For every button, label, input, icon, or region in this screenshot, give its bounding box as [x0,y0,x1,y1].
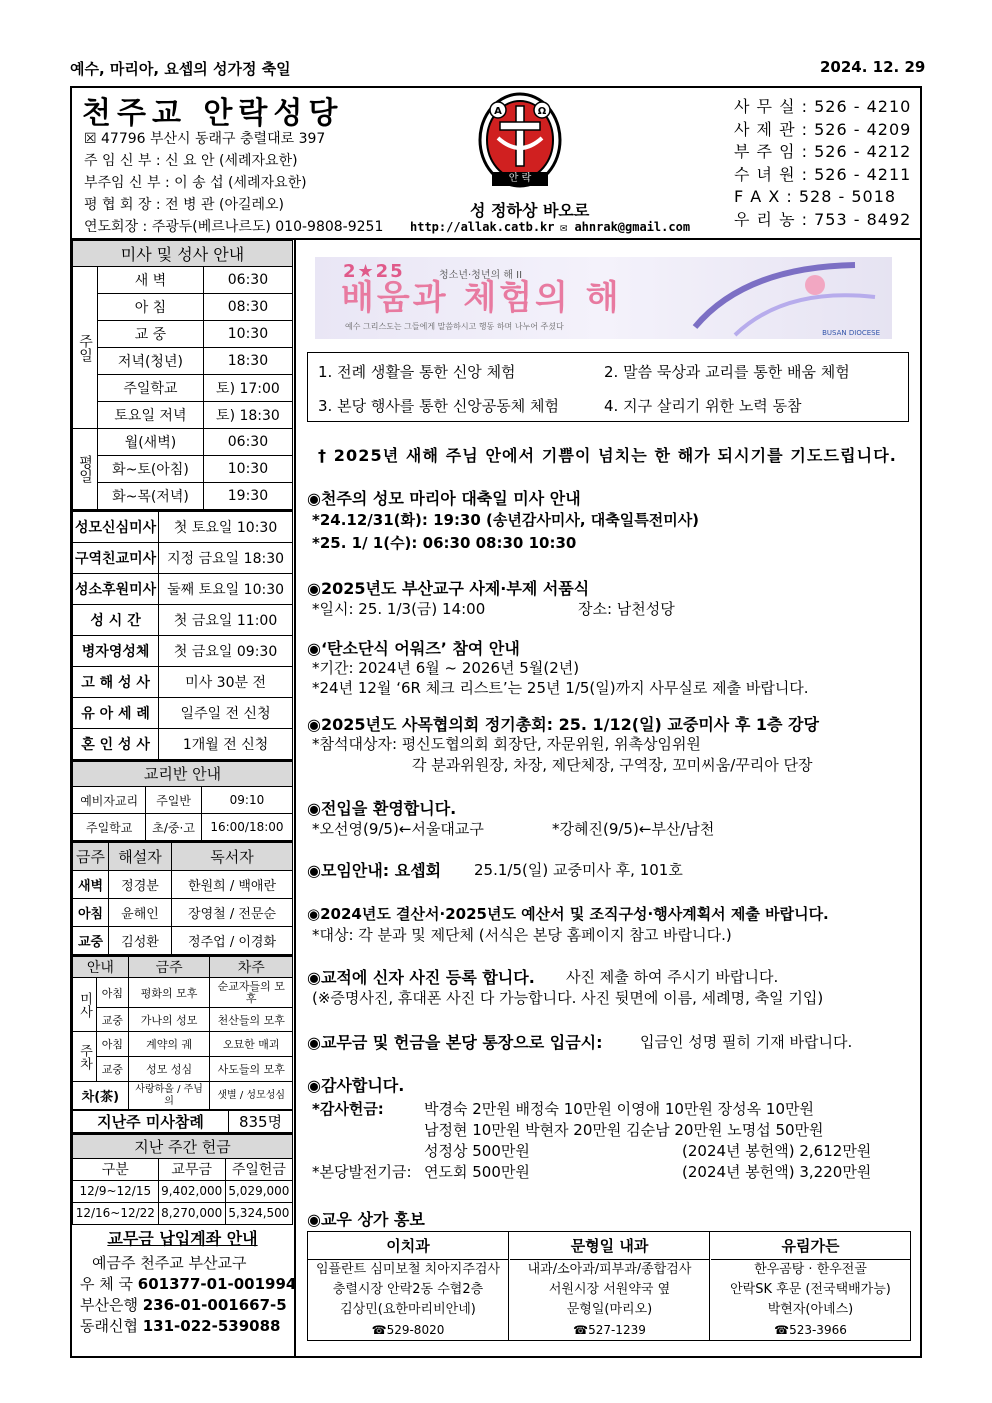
church-name: 천주교 안락성당 [82,96,344,131]
mass-name: 새 벽 [98,267,204,294]
rosary-cell: 계약의 궤 [128,1032,210,1057]
notice-line: 25.1/5(일) 교중미사 후, 101호 [474,861,683,879]
pastoral-goals [307,352,909,422]
fund-row: 연도회 500만원 [424,1163,530,1181]
year-banner [315,257,892,339]
notice-title: ◉2025년도 사목협의회 정기총회: 25. 1/12(일) 교중미사 후 1층 강당 [307,715,819,734]
catechism-title: 교리반 안내 [73,761,293,787]
church-info [84,128,383,238]
banner-subtitle: 청소년·청년의 해 II [439,270,523,281]
banner-year: 2★25 [343,261,405,282]
notice-line: *강혜진(9/5)←부산/남천 [552,820,715,838]
tea-this-week: 사랑하올 / 주님의 [128,1082,210,1110]
shop-desc: 내과/소아과/피부과/종합검사 [527,1262,692,1277]
offering-cell: 12/16~12/22 [73,1202,159,1224]
readers-cell: 김성환 [109,926,172,954]
special-time: 지정 금요일 18:30 [159,542,293,573]
mass-name: 주일학교 [98,375,204,402]
shop-desc: 임플란트 심미보철 치아지주검사 [315,1262,501,1277]
tea-label: 차(茶) [73,1082,129,1110]
notice-title: ◉2024년도 결산서·2025년도 예산서 및 조직구성·행사계획서 제출 바랍니다. [307,905,829,923]
notice-title: ◉2025년도 부산교구 사제·부제 서품식 [307,579,590,598]
phone-office: 사 무 실 : 526 - 4210 [734,97,912,116]
special-time: 첫 금요일 11:00 [159,604,293,635]
special-name: 성 시 간 [73,604,159,635]
mass-time: 08:30 [203,294,292,321]
banner-tag: BUSAN DIOCESE [822,329,880,337]
account-number: 601377-01-001994 [137,1275,297,1293]
thanks-total: (2024년 봉헌액) 2,612만원 [682,1142,872,1160]
notice-line: *오선영(9/5)←서울대교구 [312,820,484,838]
rosary-cell: 오묘한 매괴 [210,1032,293,1057]
offering-header: 교무금 [158,1158,225,1180]
catechism-cell: 초/중·고 [146,814,202,841]
rosary-cell: 천산들의 모후 [210,1008,293,1032]
bank-account [72,1274,297,1295]
bank-name: 동래신협 [80,1317,138,1335]
account-number: 236-01-001667-5 [142,1296,287,1314]
bank-account [72,1316,293,1337]
special-time: 둘째 토요일 10:30 [159,573,293,604]
email-link[interactable]: ✉ ahnrak@gmail.com [560,220,691,234]
tea-next-week: 샛별 / 성모성심 [210,1082,293,1110]
special-time: 미사 30분 전 [159,666,293,697]
readers-cell: 정경분 [109,870,172,898]
catechism-cell: 16:00/18:00 [201,814,292,841]
bank-holder: 예금주 천주교 부산교구 [92,1254,247,1272]
banner-caption: 예수 그리스도는 그들에게 말씀하시고 행동 하며 나누어 주셨다 [345,322,564,331]
shop-card [510,1232,710,1340]
rosary-cell: 성모 성심 [128,1057,210,1082]
fund-total: (2024년 봉헌액) 3,220만원 [682,1163,872,1181]
rosary-header: 금주 [128,956,210,978]
shop-phone: ☎523-3966 [774,1323,847,1337]
mass-name: 화~목(저녁) [98,483,204,510]
notice-title: ◉모임안내: 요셉회 [307,861,442,880]
parish-rep: 연도회장 : 주광두(베르나르도) 010-9808-9251 [84,219,384,235]
mass-time: 10:30 [203,321,292,348]
notice-line: *25. 1/ 1(수): 06:30 08:30 10:30 [312,534,577,552]
special-name: 혼 인 성 사 [73,728,159,759]
bank-info [72,1226,297,1337]
rosary-cell: 아침 [97,1032,129,1057]
bank-name: 우 체 국 [80,1275,134,1293]
shop-owner: 문형일(마리오) [566,1302,653,1317]
special-time: 첫 토요일 10:30 [159,511,293,542]
notice-title: ◉교무금 및 헌금을 본당 통장으로 입금시: [307,1033,603,1052]
shop-ads [307,1231,911,1341]
rosary-cell: 교중 [97,1057,129,1082]
catechism-cell: 09:10 [201,787,292,814]
rosary-table [72,955,293,1111]
mass-time: 10:30 [203,456,292,483]
offering-cell: 12/9~12/15 [73,1180,159,1202]
svg-text:Ω: Ω [537,106,547,117]
mass-time: 토) 18:30 [203,402,292,429]
goal-item: 2. 말씀 묵상과 교리를 통한 배움 체험 [604,363,850,381]
notice-line: *24.12/31(화): 19:30 (송년감사미사, 대축일특전미사) [312,511,700,529]
shop-desc: 한우곰탕 · 한우전골 [754,1262,867,1277]
readers-header: 독서자 [172,842,293,870]
assistant-pastor: 부주임 신 부 : 이 송 섭 (세례자요한) [84,175,307,191]
banner-main: 배움과 체험의 해 [341,278,622,318]
rosary-mi-label: 미사 [73,978,97,1032]
readers-cell: 아침 [73,898,109,926]
attendance-value: 835명 [229,1111,293,1133]
special-mass-table [72,510,293,760]
phone-convent: 수 녀 원 : 526 - 4211 [734,164,912,184]
mass-time: 19:30 [203,483,292,510]
address: ☒ 47796 부산시 동래구 충렬대로 397 [84,131,326,147]
bank-name: 부산은행 [80,1296,138,1314]
pastor: 주 임 신 부 : 신 요 안 (세례자요한) [84,153,298,169]
new-year-prayer: † 2025년 새해 주님 안에서 기쁨이 넘치는 한 해가 되시기를 기도드립니다. [318,446,897,465]
parish-logo [478,92,562,198]
mass-name: 저녁(청년) [98,348,204,375]
mass-title: 미사 및 성사 안내 [73,241,293,267]
notice-line: 장소: 남천성당 [578,600,675,618]
rosary-cell: 아침 [97,978,129,1008]
special-name: 성소후원미사 [73,573,159,604]
catechism-cell: 주일반 [146,787,202,814]
shop-card [711,1232,910,1340]
shop-location: 안락SK 후문 (전국택배가능) [730,1282,891,1297]
readers-cell: 한원희 / 백애란 [172,870,293,898]
mass-time: 06:30 [203,267,292,294]
notice-line: *일시: 25. 1/3(금) 14:00 [312,600,486,618]
account-number: 131-022-539088 [142,1317,281,1335]
notice-line: *참석대상자: 평신도협의회 회장단, 자문위원, 위촉상임위원 [312,735,701,753]
rosary-header: 안내 [73,956,129,978]
rosary-cell: 가나의 성모 [128,1008,210,1032]
rosary-header: 차주 [210,956,293,978]
mass-schedule-table [72,240,293,510]
website-link[interactable]: http://allak.catb.kr [410,220,555,234]
special-time: 1개월 전 신청 [159,728,293,759]
catechism-cell: 주일학교 [73,814,146,841]
notice-line: *기간: 2024년 6월 ~ 2026년 5월(2년) [312,659,580,677]
shop-phone: ☎529-8020 [371,1323,445,1337]
thanks-row: 박경숙 2만원 배정숙 10만원 이영애 10만원 장성옥 10만원 [424,1100,814,1118]
notice-line: *대상: 각 분과 및 제단체 (서식은 본당 홈페이지 참고 바랍니다.) [312,926,732,944]
mass-time: 06:30 [203,429,292,456]
notice-title: ◉교우 상가 홍보 [307,1210,425,1229]
offering-table [72,1133,293,1225]
mass-name: 교 중 [98,321,204,348]
offering-header: 주일헌금 [225,1158,292,1180]
special-time: 일주일 전 신청 [159,697,293,728]
rosary-cell: 교중 [97,1008,129,1032]
goal-item: 4. 지구 살리기 위한 노력 동참 [604,397,802,415]
readers-cell: 정주업 / 이경화 [172,926,293,954]
readers-table [72,841,293,955]
readers-cell: 장영철 / 전문순 [172,898,293,926]
bank-title: 교무금 납입계좌 안내 [107,1229,258,1248]
notice-line: 사진 제출 하여 주시기 바랍니다. [566,968,779,986]
phone-list [734,96,911,232]
feast-title: 예수, 마리아, 요셉의 성가정 축일 [70,60,291,78]
bulletin-date: 2024. 12. 29 [820,58,926,76]
mass-name: 월(새벽) [98,429,204,456]
offering-cell: 8,270,000 [158,1202,225,1224]
notice-title: ◉감사합니다. [307,1076,405,1095]
readers-cell: 윤해인 [109,898,172,926]
readers-cell: 교중 [73,926,109,954]
left-column [72,240,293,1225]
offering-header: 구분 [73,1158,159,1180]
offering-title: 지난 주간 헌금 [73,1134,293,1158]
shop-owner: 박현자(아녜스) [767,1302,854,1317]
shop-location: 서원시장 서원약국 옆 [548,1282,671,1297]
fund-label: *본당발전기금: [312,1163,412,1181]
rosary-cell: 평화의 모후 [128,978,210,1008]
special-name: 고 해 성 사 [73,666,159,697]
phone-fax: F A X : 528 - 5018 [734,187,897,207]
readers-header: 금주 [73,842,109,870]
catechism-table [72,760,293,842]
rosary-cell: 사도들의 모후 [210,1057,293,1082]
goal-item: 3. 본당 행사를 통한 신앙공동체 체험 [318,397,560,415]
bank-account [72,1295,293,1316]
rosary-cell: 순교자들의 모후 [210,978,293,1008]
special-name: 병자영성체 [73,635,159,666]
notice-line: (※증명사진, 휴대폰 사진 다 가능합니다. 사진 뒷면에 이름, 세례명, 축일 기입) [312,989,824,1007]
column-divider [294,240,296,1358]
notice-title: ◉‘탄소단식 어워즈’ 참여 안내 [307,639,520,658]
goal-item: 1. 전례 생활을 통한 신앙 체험 [318,363,516,381]
notice-line: 입금인 성명 필히 기재 바랍니다. [640,1033,853,1051]
council-president: 평 협 회 장 : 전 병 관 (아길레오) [84,197,285,213]
attendance-table [72,1110,293,1133]
mass-time: 18:30 [203,348,292,375]
notice-line: 각 분과위원장, 차장, 제단체장, 구역장, 꼬미씨움/꾸리아 단장 [412,756,813,774]
phone-urinong: 우 리 농 : 753 - 8492 [734,209,912,229]
thanks-label: *감사헌금: [312,1100,384,1118]
special-time: 첫 금요일 09:30 [159,635,293,666]
phone-assistant: 부 주 임 : 526 - 4212 [734,142,912,162]
special-name: 유 아 세 례 [73,697,159,728]
offering-cell: 9,402,000 [158,1180,225,1202]
shop-location: 충렬시장 안락2동 수협2층 [332,1282,484,1297]
notice-title: ◉교적에 신자 사진 등록 합니다. [307,968,535,987]
notice-title: ◉천주의 성모 마리아 대축일 미사 안내 [307,489,581,508]
offering-cell: 5,029,000 [225,1180,292,1202]
shop-card [308,1232,509,1340]
weekday-label: 평일 [73,429,98,510]
shop-name: 유림가든 [711,1232,910,1260]
special-name: 구역친교미사 [73,542,159,573]
shop-name: 이치과 [308,1232,508,1260]
mass-name: 아 침 [98,294,204,321]
shop-name: 문형일 내과 [510,1232,709,1260]
notice-line: *24년 12월 ‘6R 체크 리스트’는 25년 1/5(일)까지 사무실로 제출 바랍니다. [312,679,809,697]
special-name: 성모신심미사 [73,511,159,542]
readers-header: 해설자 [109,842,172,870]
catechism-cell: 예비자교리 [73,787,146,814]
shop-owner: 김상민(요한마리비안네) [340,1302,476,1317]
thanks-row: 남정현 10만원 박현자 20만원 김순남 20만원 노명섭 50만원 [424,1121,824,1139]
mass-name: 토요일 저녁 [98,402,204,429]
offering-cell: 5,324,500 [225,1202,292,1224]
thanks-row: 성정상 500만원 [424,1142,530,1160]
logo-text: 안 락 [508,173,532,184]
sunday-label: 주일 [73,267,98,429]
notice-title: ◉전입을 환영합니다. [307,799,457,818]
readers-cell: 새벽 [73,870,109,898]
phone-rectory: 사 제 관 : 526 - 4209 [734,119,912,139]
attendance-label: 지난주 미사참례 [73,1111,229,1133]
rosary-ju-label: 주차 [73,1032,97,1082]
patron-saint: 성 정하상 바오로 [470,201,590,220]
svg-text:A: A [494,106,502,117]
mass-name: 화~토(아침) [98,456,204,483]
mass-time: 토) 17:00 [203,375,292,402]
shop-phone: ☎527-1239 [573,1323,646,1337]
